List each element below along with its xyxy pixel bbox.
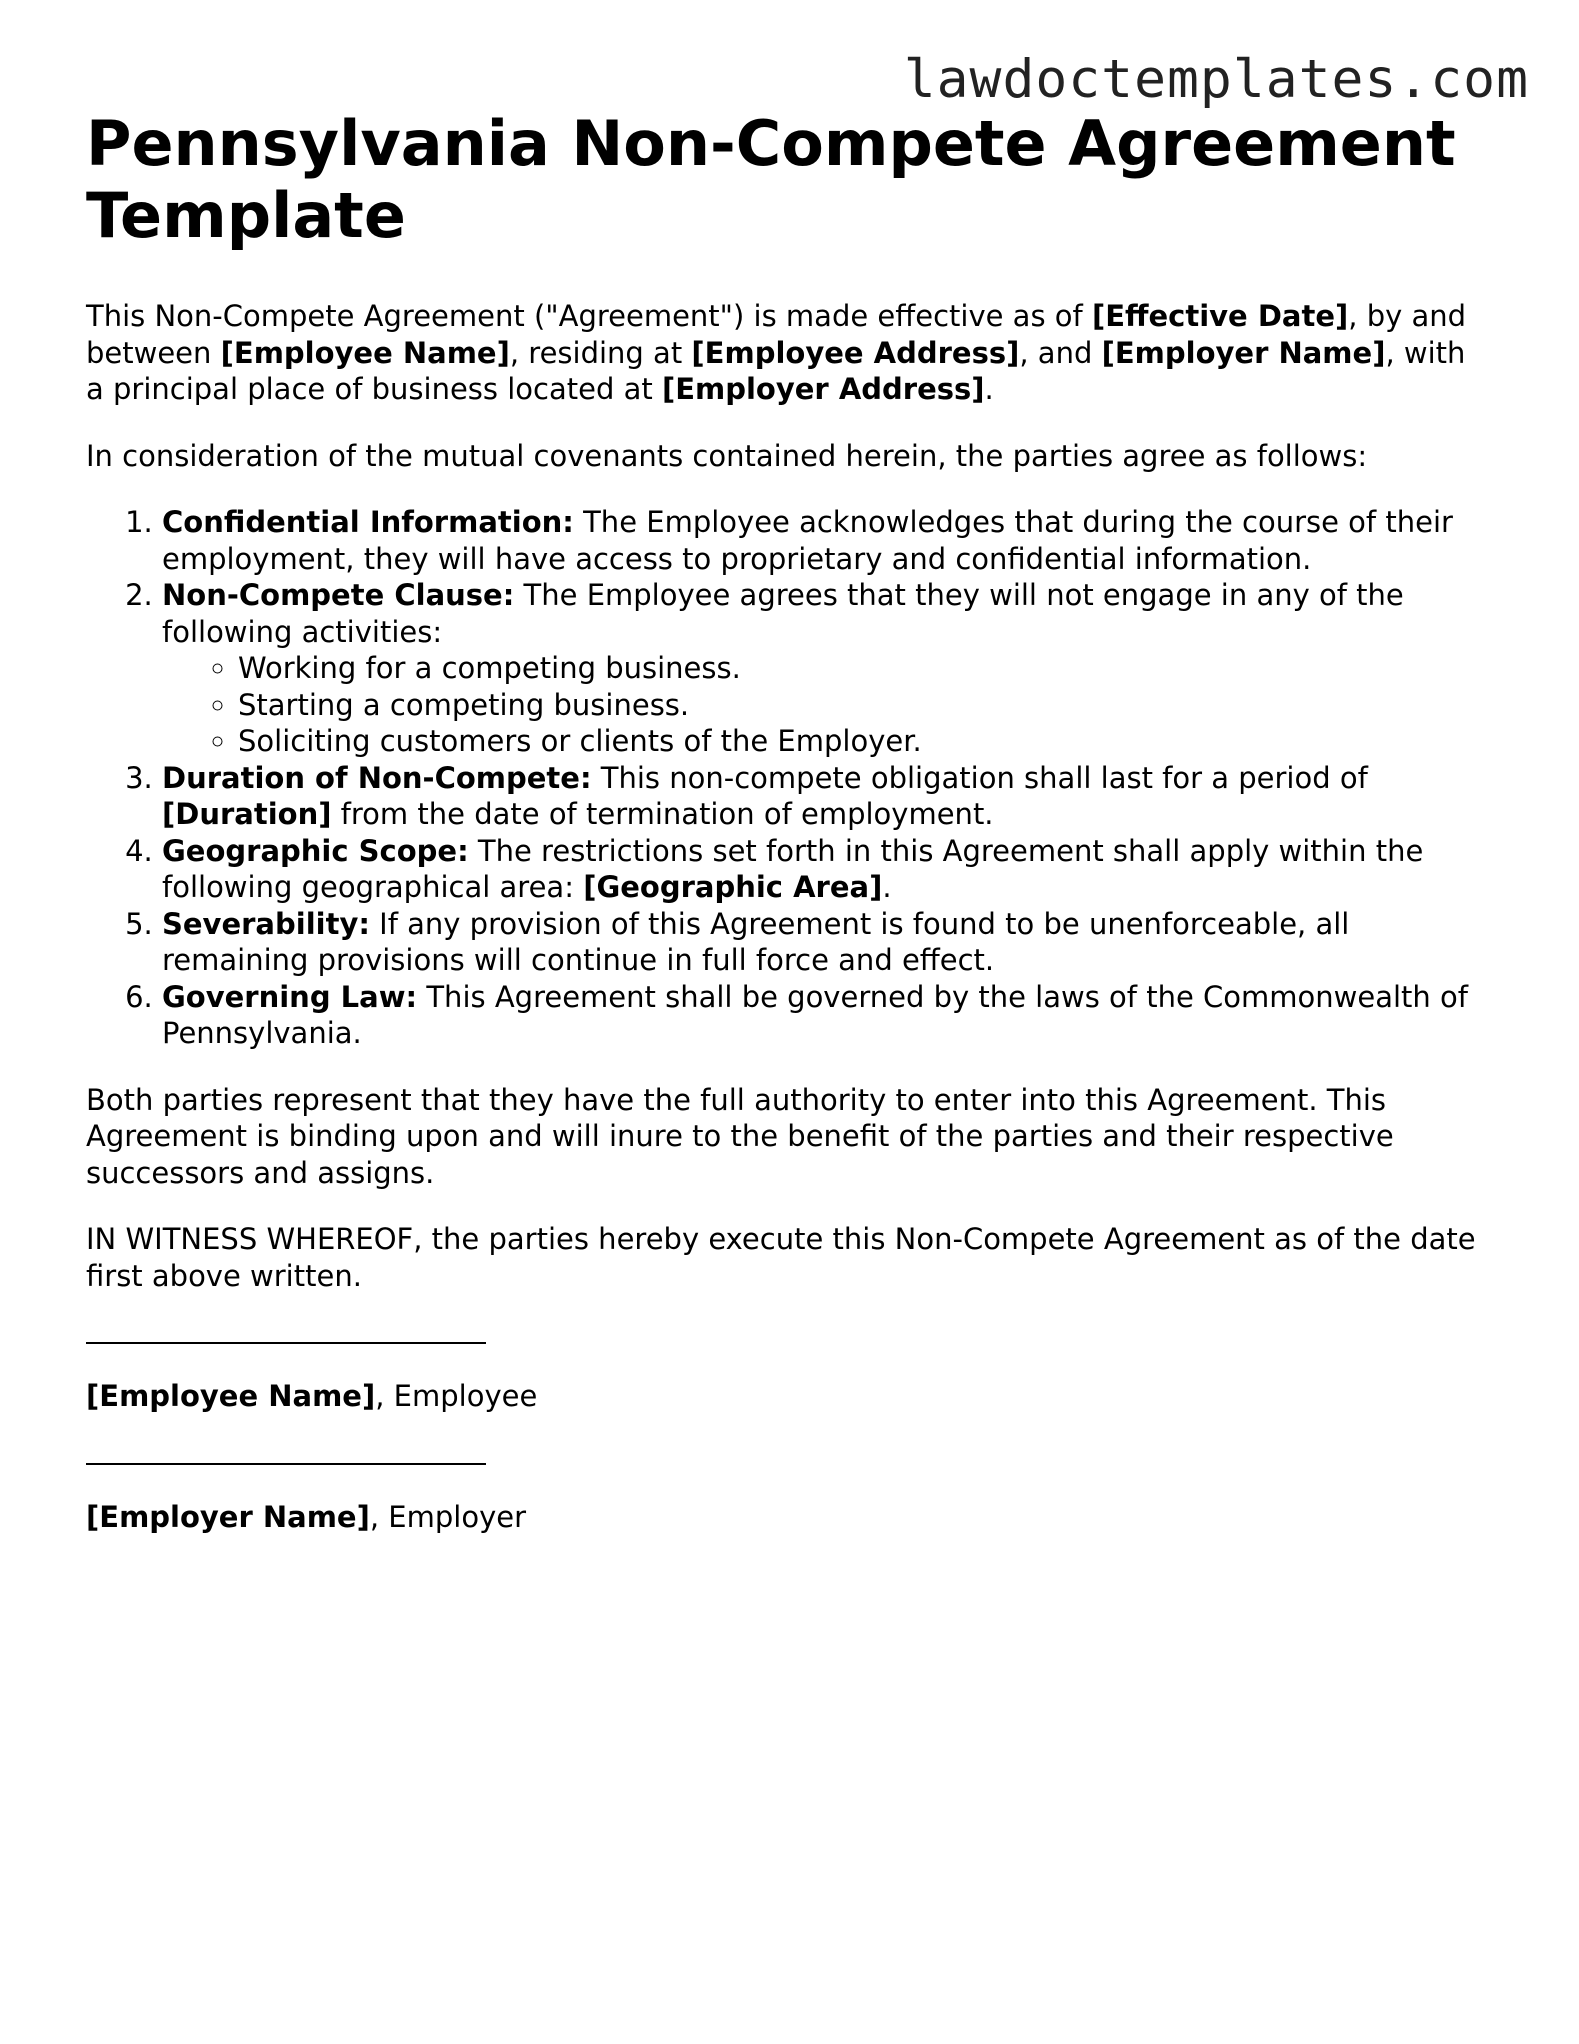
intro-text-1: This Non-Compete Agreement ("Agreement") is made effective as of: [86, 299, 1092, 333]
site-watermark: lawdoctemplates.com: [903, 49, 1529, 110]
clause-text-2: from the date of termination of employment.: [331, 797, 994, 831]
employer-name-placeholder: [Employer Name]: [86, 1499, 370, 1534]
clause-heading: Duration of Non-Compete:: [162, 760, 592, 795]
employer-signature-label: [86, 1499, 1491, 1536]
prohibited-activities-list: [162, 650, 1491, 760]
clause-text: If any provision of this Agreement is found to be unenforceable, all remaining provisions will continue in full force and effect.: [162, 906, 1350, 977]
activity-item: ◦ Soliciting customers or clients of the Employer.: [238, 723, 1491, 760]
intro-text-3: , residing at: [509, 335, 692, 370]
employer-address-placeholder: [Employer Address]: [661, 372, 985, 406]
intro-text-5: , with a principal place of business located at: [86, 335, 1466, 406]
employee-signature-label: [86, 1378, 1491, 1415]
consideration-paragraph: In consideration of the mutual covenants contained herein, the parties agree as follows:: [86, 438, 1368, 473]
clauses-list: [86, 504, 1491, 1052]
clause-text: The Employee agrees that they will not engage in any of the following activities:: [162, 578, 1404, 649]
clause-heading: Geographic Scope:: [162, 833, 469, 868]
clause-heading: Severability:: [162, 906, 370, 941]
employee-name-placeholder: [Employee Name]: [220, 335, 510, 370]
employer-signature-line: [86, 1463, 486, 1465]
clause-heading: Non-Compete Clause:: [162, 578, 515, 612]
document-title: Pennsylvania Non-Compete Agreement Template: [86, 107, 1456, 252]
activity-item: ◦ Starting a competing business.: [238, 687, 1491, 724]
clause-governing-law: [162, 979, 1491, 1052]
clause-text: The Employee acknowledges that during the course of their employment, they will have access to proprietary and confidential information.: [162, 505, 1453, 576]
clause-text: This Agreement shall be governed by the laws of the Commonwealth of Pennsylvania.: [162, 979, 1468, 1050]
clause-heading: Confidential Information:: [162, 505, 574, 539]
employee-role: , Employee: [375, 1379, 538, 1413]
clause-confidential-information: [162, 504, 1491, 577]
intro-text-6: .: [984, 372, 994, 406]
geographic-area-placeholder: [Geographic Area]: [583, 870, 883, 904]
clause-text-2: .: [882, 870, 892, 904]
document-page: [86, 108, 1491, 1535]
clause-non-compete: [162, 577, 1491, 760]
clause-heading: Governing Law:: [162, 979, 418, 1014]
employer-role: , Employer: [369, 1499, 527, 1534]
intro-text-4: , and: [1019, 335, 1102, 370]
witness-paragraph: IN WITNESS WHEREOF, the parties hereby execute this Non-Compete Agreement as of the date first above written.: [86, 1222, 1476, 1293]
employee-name-placeholder: [Employee Name]: [86, 1379, 376, 1413]
activity-item: ◦ Working for a competing business.: [238, 650, 1491, 687]
employee-signature-line: [86, 1342, 486, 1344]
clause-severability: [162, 906, 1491, 979]
employee-address-placeholder: [Employee Address]: [691, 335, 1020, 370]
clause-text: This non-compete obligation shall last for a period of: [591, 760, 1368, 795]
intro-paragraph: [86, 298, 1491, 408]
clause-geographic-scope: [162, 833, 1491, 906]
intro-text-2: , by and between: [86, 299, 1467, 370]
binding-paragraph: Both parties represent that they have the full authority to enter into this Agreement. This Agreement is binding upon and will inure to the benefit of the parties and their respective successors and assigns.: [86, 1082, 1394, 1190]
clause-text: The restrictions set forth in this Agreement shall apply within the following geographical area:: [162, 833, 1424, 904]
effective-date-placeholder: [Effective Date]: [1091, 299, 1349, 333]
clause-duration: [162, 760, 1491, 833]
duration-placeholder: [Duration]: [162, 797, 332, 831]
employer-signature-block: [86, 1463, 1491, 1536]
employer-name-placeholder: [Employer Name]: [1101, 335, 1386, 370]
